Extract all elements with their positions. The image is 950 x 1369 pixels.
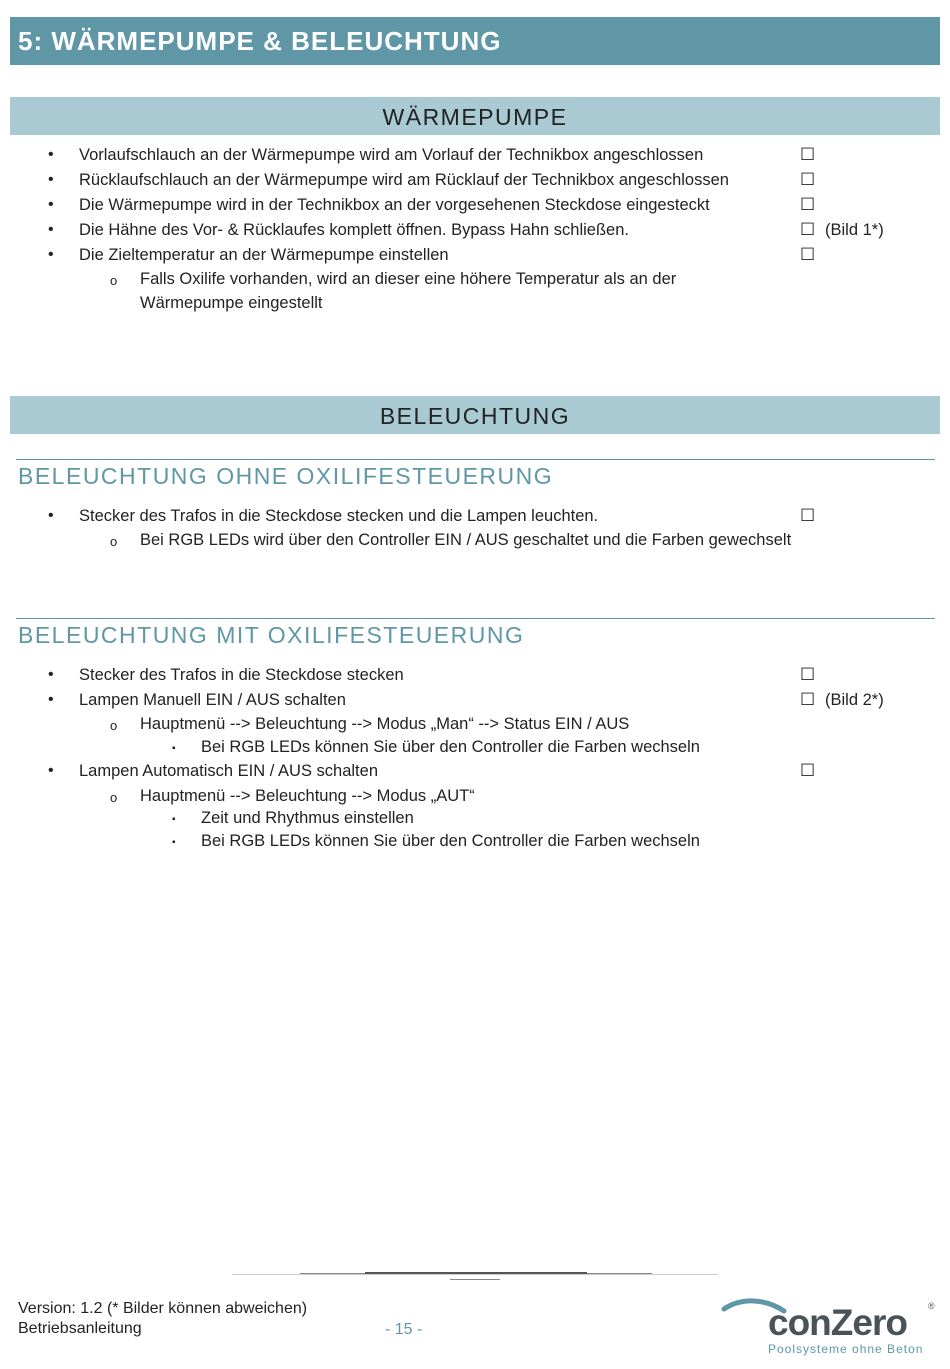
item-text: Rücklaufschlauch an der Wärmepumpe wird am Rücklauf der Technikbox angeschlossen xyxy=(79,171,729,189)
footer-divider xyxy=(450,1279,500,1280)
footer-divider xyxy=(365,1272,587,1274)
footer-divider xyxy=(232,1274,718,1275)
section-heading-beleuchtung: BELEUCHTUNG xyxy=(10,396,940,434)
item-text: Bei RGB LEDs können Sie über den Controller die Farben wechseln xyxy=(201,832,700,850)
sub-bullet: o xyxy=(110,273,118,288)
square-bullet: ▪ xyxy=(172,814,176,825)
item-text: Wärmepumpe eingestellt xyxy=(140,294,323,312)
item-text: Lampen Automatisch EIN / AUS schalten xyxy=(79,762,378,780)
item-text: Bei RGB LEDs wird über den Controller EIN / AUS geschaltet und die Farben gewechselt xyxy=(140,531,792,549)
item-text: Zeit und Rhythmus einstellen xyxy=(201,809,414,827)
item-text: Die Hähne des Vor- & Rücklaufes komplett öffnen. Bypass Hahn schließen. xyxy=(79,221,629,239)
chapter-title: 5: WÄRMEPUMPE & BELEUCHTUNG xyxy=(10,17,940,65)
logo-tagline: Poolsysteme ohne Beton xyxy=(768,1342,924,1356)
item-text: Bei RGB LEDs können Sie über den Controller die Farben wechseln xyxy=(201,738,700,756)
footer-version: Version: 1.2 (* Bilder können abweichen) xyxy=(18,1300,308,1317)
checkbox-icon[interactable]: ☐ xyxy=(800,665,816,684)
item-text: Vorlaufschlauch an der Wärmepumpe wird am Vorlauf der Technikbox angeschlossen xyxy=(79,146,704,164)
square-bullet: ▪ xyxy=(172,743,176,754)
subsection-heading-mit-oxilife: BELEUCHTUNG MIT OXILIFESTEUERUNG xyxy=(18,622,525,648)
section-heading-waermepumpe: WÄRMEPUMPE xyxy=(10,97,940,135)
bullet: • xyxy=(48,221,54,238)
bullet: • xyxy=(48,246,54,263)
bullet: • xyxy=(48,666,54,683)
bullet: • xyxy=(48,146,54,163)
checkbox-icon[interactable]: ☐ xyxy=(800,145,816,164)
item-text: Stecker des Trafos in die Steckdose stecken xyxy=(79,666,404,684)
bullet: • xyxy=(48,171,54,188)
checkbox-icon[interactable]: ☐ xyxy=(800,195,816,214)
item-text: Die Zieltemperatur an der Wärmepumpe einstellen xyxy=(79,246,449,264)
checkbox-icon[interactable]: ☐ xyxy=(800,761,816,780)
item-text: Stecker des Trafos in die Steckdose stecken und die Lampen leuchten. xyxy=(79,507,599,525)
square-bullet: ▪ xyxy=(172,837,176,848)
checkbox-icon[interactable]: ☐ xyxy=(800,220,816,239)
item-text: Lampen Manuell EIN / AUS schalten xyxy=(79,691,346,709)
sub-bullet: o xyxy=(110,534,118,549)
item-text: Falls Oxilife vorhanden, wird an dieser eine höhere Temperatur als an der xyxy=(140,270,677,288)
bullet: • xyxy=(48,762,54,779)
logo-wordmark: conZero xyxy=(768,1302,907,1343)
bullet: • xyxy=(48,507,54,524)
image-reference-note: (Bild 1*) xyxy=(825,221,884,239)
item-text: Hauptmenü --> Beleuchtung --> Modus „Man“ --> Status EIN / AUS xyxy=(140,715,630,733)
checkbox-icon[interactable]: ☐ xyxy=(800,506,816,525)
bullet: • xyxy=(48,691,54,708)
sub-bullet: o xyxy=(110,790,118,805)
conzero-logo xyxy=(720,1295,940,1359)
sub-bullet: o xyxy=(110,718,118,733)
item-text: Hauptmenü --> Beleuchtung --> Modus „AUT“ xyxy=(140,787,475,805)
bullet: • xyxy=(48,196,54,213)
divider xyxy=(16,459,935,460)
item-text: Die Wärmepumpe wird in der Technikbox an der vorgesehenen Steckdose eingesteckt xyxy=(79,196,710,214)
footer-doc-type: Betriebsanleitung xyxy=(18,1320,142,1337)
image-reference-note: (Bild 2*) xyxy=(825,691,884,709)
page-number: - 15 - xyxy=(385,1321,423,1338)
checkbox-icon[interactable]: ☐ xyxy=(800,170,816,189)
checkbox-icon[interactable]: ☐ xyxy=(800,690,816,709)
subsection-heading-ohne-oxilife: BELEUCHTUNG OHNE OXILIFESTEUERUNG xyxy=(18,463,554,489)
divider xyxy=(16,618,935,619)
checkbox-icon[interactable]: ☐ xyxy=(800,245,816,264)
registered-mark: ® xyxy=(928,1301,935,1311)
